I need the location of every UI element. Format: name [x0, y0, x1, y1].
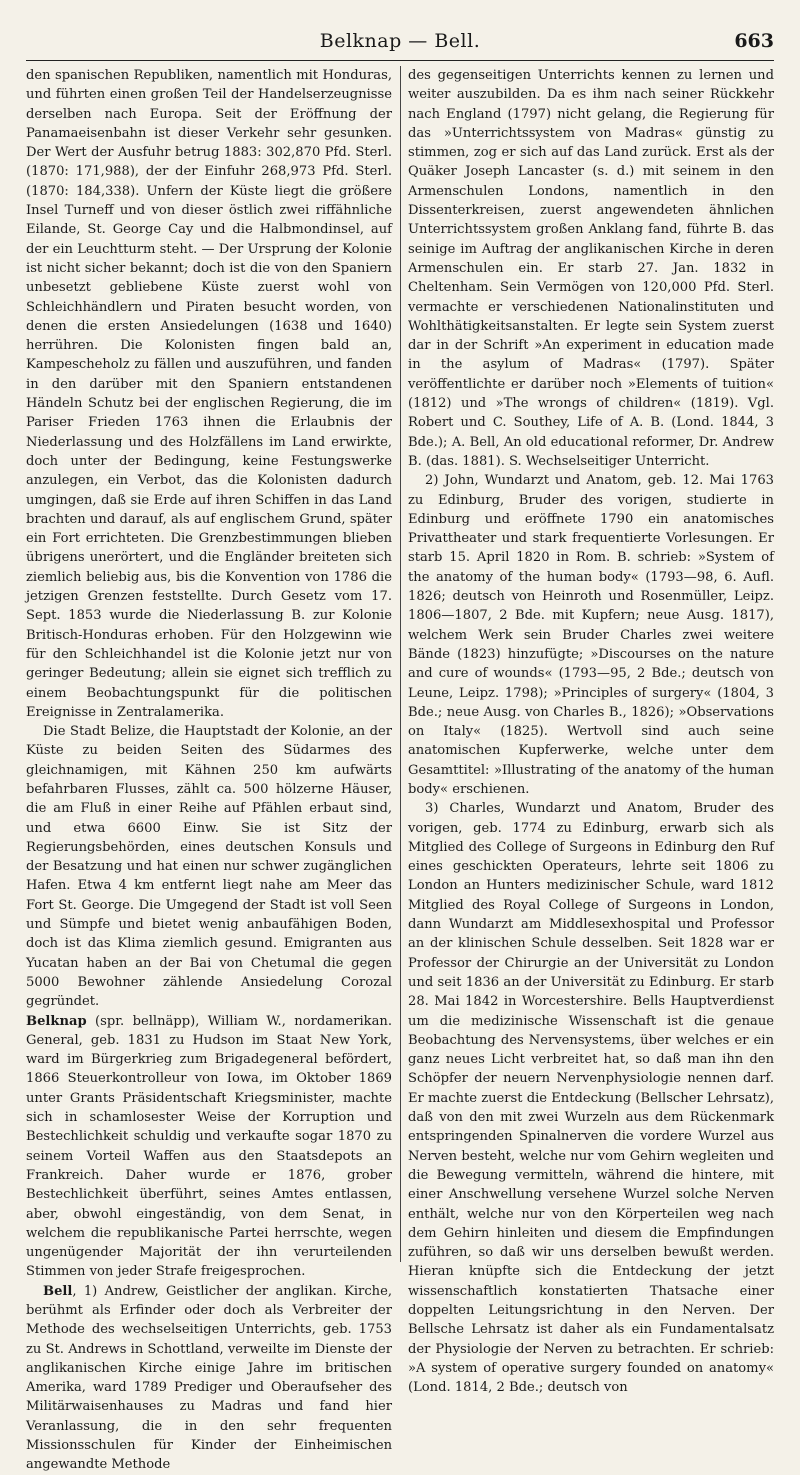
paragraph-belize-history: den spanischen Republiken, namentlich mit Honduras, und führten einen großen Teil der Handelserzeugnisse derselben nach Europa. Seit der Eröffnung der Panamaeisenbahn ist dieser Verkehr sehr gesunken. Der Wert der Ausfuhr betrug 1883: 302,870 Pfd. Sterl. (1870: 171,988), der der Einfuhr 268,973 Pfd. Sterl. (1870: 184,338). Unfern der Küste liegt die größere Insel Turneff und von dieser östlich zwei riffähnliche Eilande, St. George Cay und die Halbmondinsel, auf der ein Leuchtturm steht. — Der Ursprung der Kolonie ist nicht sicher bekannt; doch ist die von den Spaniern unbesetzt gebliebene Küste zuerst wohl von Schleichhändlern und Piraten besucht worden, von denen die ersten Ansiedelungen (1638 und 1640) herrühren. Die Kolonisten fingen bald an, Kampescheholz zu fällen und auszuführen, und fanden in den darüber mit den Spaniern entstandenen Händeln Schutz bei der englischen Regierung, die im Pariser Frieden 1763 ihnen die Erlaubnis der Niederlassung und des Holzfällens im Land erwirkte, doch unter der Bedingung, keine Festungswerke anzulegen, ein Verbot, das die Kolonisten dadurch umgingen, daß sie Erde auf ihren Schiffen in das Land brachten und darauf, als auf englischem Grund, später ein Fort errichteten. Die Grenzbestimmungen blieben übrigens unerörtert, und die Engländer breiteten sich ziemlich beliebig aus, bis die Konvention von 1786 die jetzigen Grenzen feststellte. Durch Gesetz vom 17. Sept. 1853 wurde die Niederlassung B. zur Kolonie Britisch-Honduras erhoben. Für den Holzgewinn wie für den Schleichhandel ist die Kolonie jetzt nur von geringer Bedeutung; allein sie eignet sich trefflich zu einem Beobachtungspunkt für die politischen Ereignisse in Zentralamerika. [26, 68, 392, 720]
entry-bell [26, 1282, 392, 1475]
running-head: Belknap — Bell. [319, 30, 481, 52]
entry-headword-belknap: Belknap [26, 1013, 87, 1029]
entry-headword-bell: Bell [43, 1283, 73, 1299]
paragraph-belize-city: Die Stadt Belize, die Hauptstadt der Kolonie, an der Küste zu beiden Seiten des Südarmes des gleichnamigen, mit Kähnen 250 km aufwärts befahrbaren Flusses, zählt ca. 500 hölzerne Häuser, die am Fluß in einer Reihe auf Pfählen erbaut sind, und etwa 6600 Einw. Sie ist Sitz der Regierungsbehörden, eines deutschen Konsuls und der Besatzung und hat einen nur schwer zugänglichen Hafen. Etwa 4 km entfernt liegt nahe am Meer das Fort St. George. Die Umgegend der Stadt ist voll Seen und Sümpfe und bietet wenig anbaufähigen Boden, doch ist das Klima ziemlich gesund. Emigranten aus Yucatan haben an der Bai von Chetumal die gegen 5000 Bewohner zählende Ansiedelung Corozal gegründet. [26, 724, 392, 1010]
entry-text-belknap: (spr. bellnäpp), William W., nordamerikan. General, geb. 1831 zu Hudson im Staat New York, ward im Bürgerkrieg zum Brigadegeneral befördert, 1866 Steuerkontrolleur von Iowa, im Oktober 1869 unter Grants Präsidentschaft Kriegsminister, machte sich in schamlosester Weise der Korruption und Bestechlichkeit schuldig und verkaufte sogar 1870 zu seinem Vorteil Waffen aus den Staatsdepots an Frankreich. Daher wurde er 1876, grober Bestechlichkeit überführt, seines Amtes entlassen, aber, obwohl eingeständig, von dem Senat, in welchem die republikanische Partei herrschte, wegen ungenügender Majorität der ihn verurteilenden Stimmen von jeder Strafe freigesprochen. [26, 1013, 392, 1280]
entry-belknap [26, 1012, 392, 1282]
entry-text-bell-andrew: , 1) Andrew, Geistlicher der anglikan. Kirche, berühmt als Erfinder oder doch als Verbreiter der Methode des wechselseitigen Unterrichts, geb. 1753 zu St. Andrews in Schottland, verweilte im Dienste der anglikanischen Kirche einige Jahre im britischen Amerika, ward 1789 Prediger und Oberaufseher des Militärwaisenhauses zu Madras und fand hier Veranlassung, die in den sehr frequenten Missionsschulen für Kinder der Einheimischen angewandte Methode [26, 1283, 392, 1473]
right-column [408, 66, 774, 1396]
entry-bell-charles: 3) Charles, Wundarzt und Anatom, Bruder des vorigen, geb. 1774 zu Edinburg, erwarb sich als Mitglied des College of Surgeons in Edinburg den Ruf eines geschickten Operateurs, lehrte seit 1806 zu London an Hunters medizinischer Schule, ward 1812 Mitglied des Royal College of Surgeons in London, dann Wundarzt am Middlesexhospital und Professor an der klinischen Schule desselben. Seit 1828 war er Professor der Chirurgie an der Universität zu London und seit 1836 an der Universität zu Edinburg. Er starb 28. Mai 1842 in Worcestershire. Bells Hauptverdienst um die medizinische Wissenschaft ist die genaue Beobachtung des Nervensystems, über welches er ein ganz neues Licht verbreitet hat, so daß man ihn den Schöpfer der neuern Nervenphysiologie nennen darf. Er machte zuerst die Entdeckung (Bellscher Lehrsatz), daß von den mit zwei Wurzeln aus dem Rückenmark entspringenden Spinalnerven die vordere Wurzel aus Nerven besteht, welche nur vom Gehirn wegleiten und die Bewegung vermitteln, während die hintere, mit einer Anschwellung versehene Wurzel solche Nerven enthält, welche nur von den Körperteilen weg nach dem Gehirn hinleiten und diesem die Empfindungen zuführen, so daß wir uns derselben bewußt werden. Hieran knüpfte sich die Entdeckung der jetzt wissenschaftlich konstatierten Thatsache einer doppelten Leitungsrichtung in den Nerven. Der Bellsche Lehrsatz ist daher als ein Fundamentalsatz der Physiologie der Nerven zu betrachten. Er schrieb: »A system of operative surgery founded on anatomy« (Lond. 1814, 2 Bde.; deutsch von [408, 801, 774, 1396]
column-divider [400, 66, 401, 1262]
text-columns [26, 66, 774, 1473]
entry-bell-john: 2) John, Wundarzt und Anatom, geb. 12. Mai 1763 zu Edinburg, Bruder des vorigen, studierte in Edinburg und eröffnete 1790 ein anatomisches Privattheater und stark frequentierte Vorlesungen. Er starb 15. April 1820 in Rom. B. schrieb: »System of the anatomy of the human body« (1793—98, 6. Aufl. 1826; deutsch von Heinroth und Rosenmüller, Leipz. 1806—1807, 2 Bde. mit Kupfern; neue Ausg. 1817), welchem Werk sein Bruder Charles zwei weitere Bände (1823) hinzufügte; »Discourses on the nature and cure of wounds« (1793—95, 2 Bde.; deutsch von Leune, Leipz. 1798); »Principles of surgery« (1804, 3 Bde.; neue Ausg. von Charles B., 1826); »Observations on Italy« (1825). Wertvoll sind auch seine anatomischen Kupferwerke, welche unter dem Gesamttitel: »Illustrating of the anatomy of the human body« erschienen. [408, 473, 774, 797]
page-header [26, 26, 774, 61]
paragraph-bell-andrew-cont: des gegenseitigen Unterrichts kennen zu lernen und weiter auszubilden. Da es ihm nach seiner Rückkehr nach England (1797) nicht gelang, die Regierung für das »Unterrichtssystem von Madras« günstig zu stimmen, zog er sich auf das Land zurück. Erst als der Quäker Joseph Lancaster (s. d.) mit seinem in den Armenschulen Londons, namentlich in den Dissenterkreisen, zuerst angewendeten ähnlichen Unterrichtssystem großen Anklang fand, führte B. das seinige im Auftrag der anglikanischen Kirche in deren Armenschulen ein. Er starb 27. Jan. 1832 in Cheltenham. Sein Vermögen von 120,000 Pfd. Sterl. vermachte er verschiedenen Nationalinstituten und Wohlthätigkeitsanstalten. Er legte sein System zuerst dar in der Schrift »An experiment in education made in the asylum of Madras« (1797). Später veröffentlichte er darüber noch »Elements of tuition« (1812) und »The wrongs of children« (1819). Vgl. Robert und C. Southey, Life of A. B. (Lond. 1844, 3 Bde.); A. Bell, An old educational reformer, Dr. Andrew B. (das. 1881). S. Wechselseitiger Unterricht. [408, 68, 774, 469]
left-column [26, 66, 392, 1473]
page-number: 663 [734, 30, 774, 52]
